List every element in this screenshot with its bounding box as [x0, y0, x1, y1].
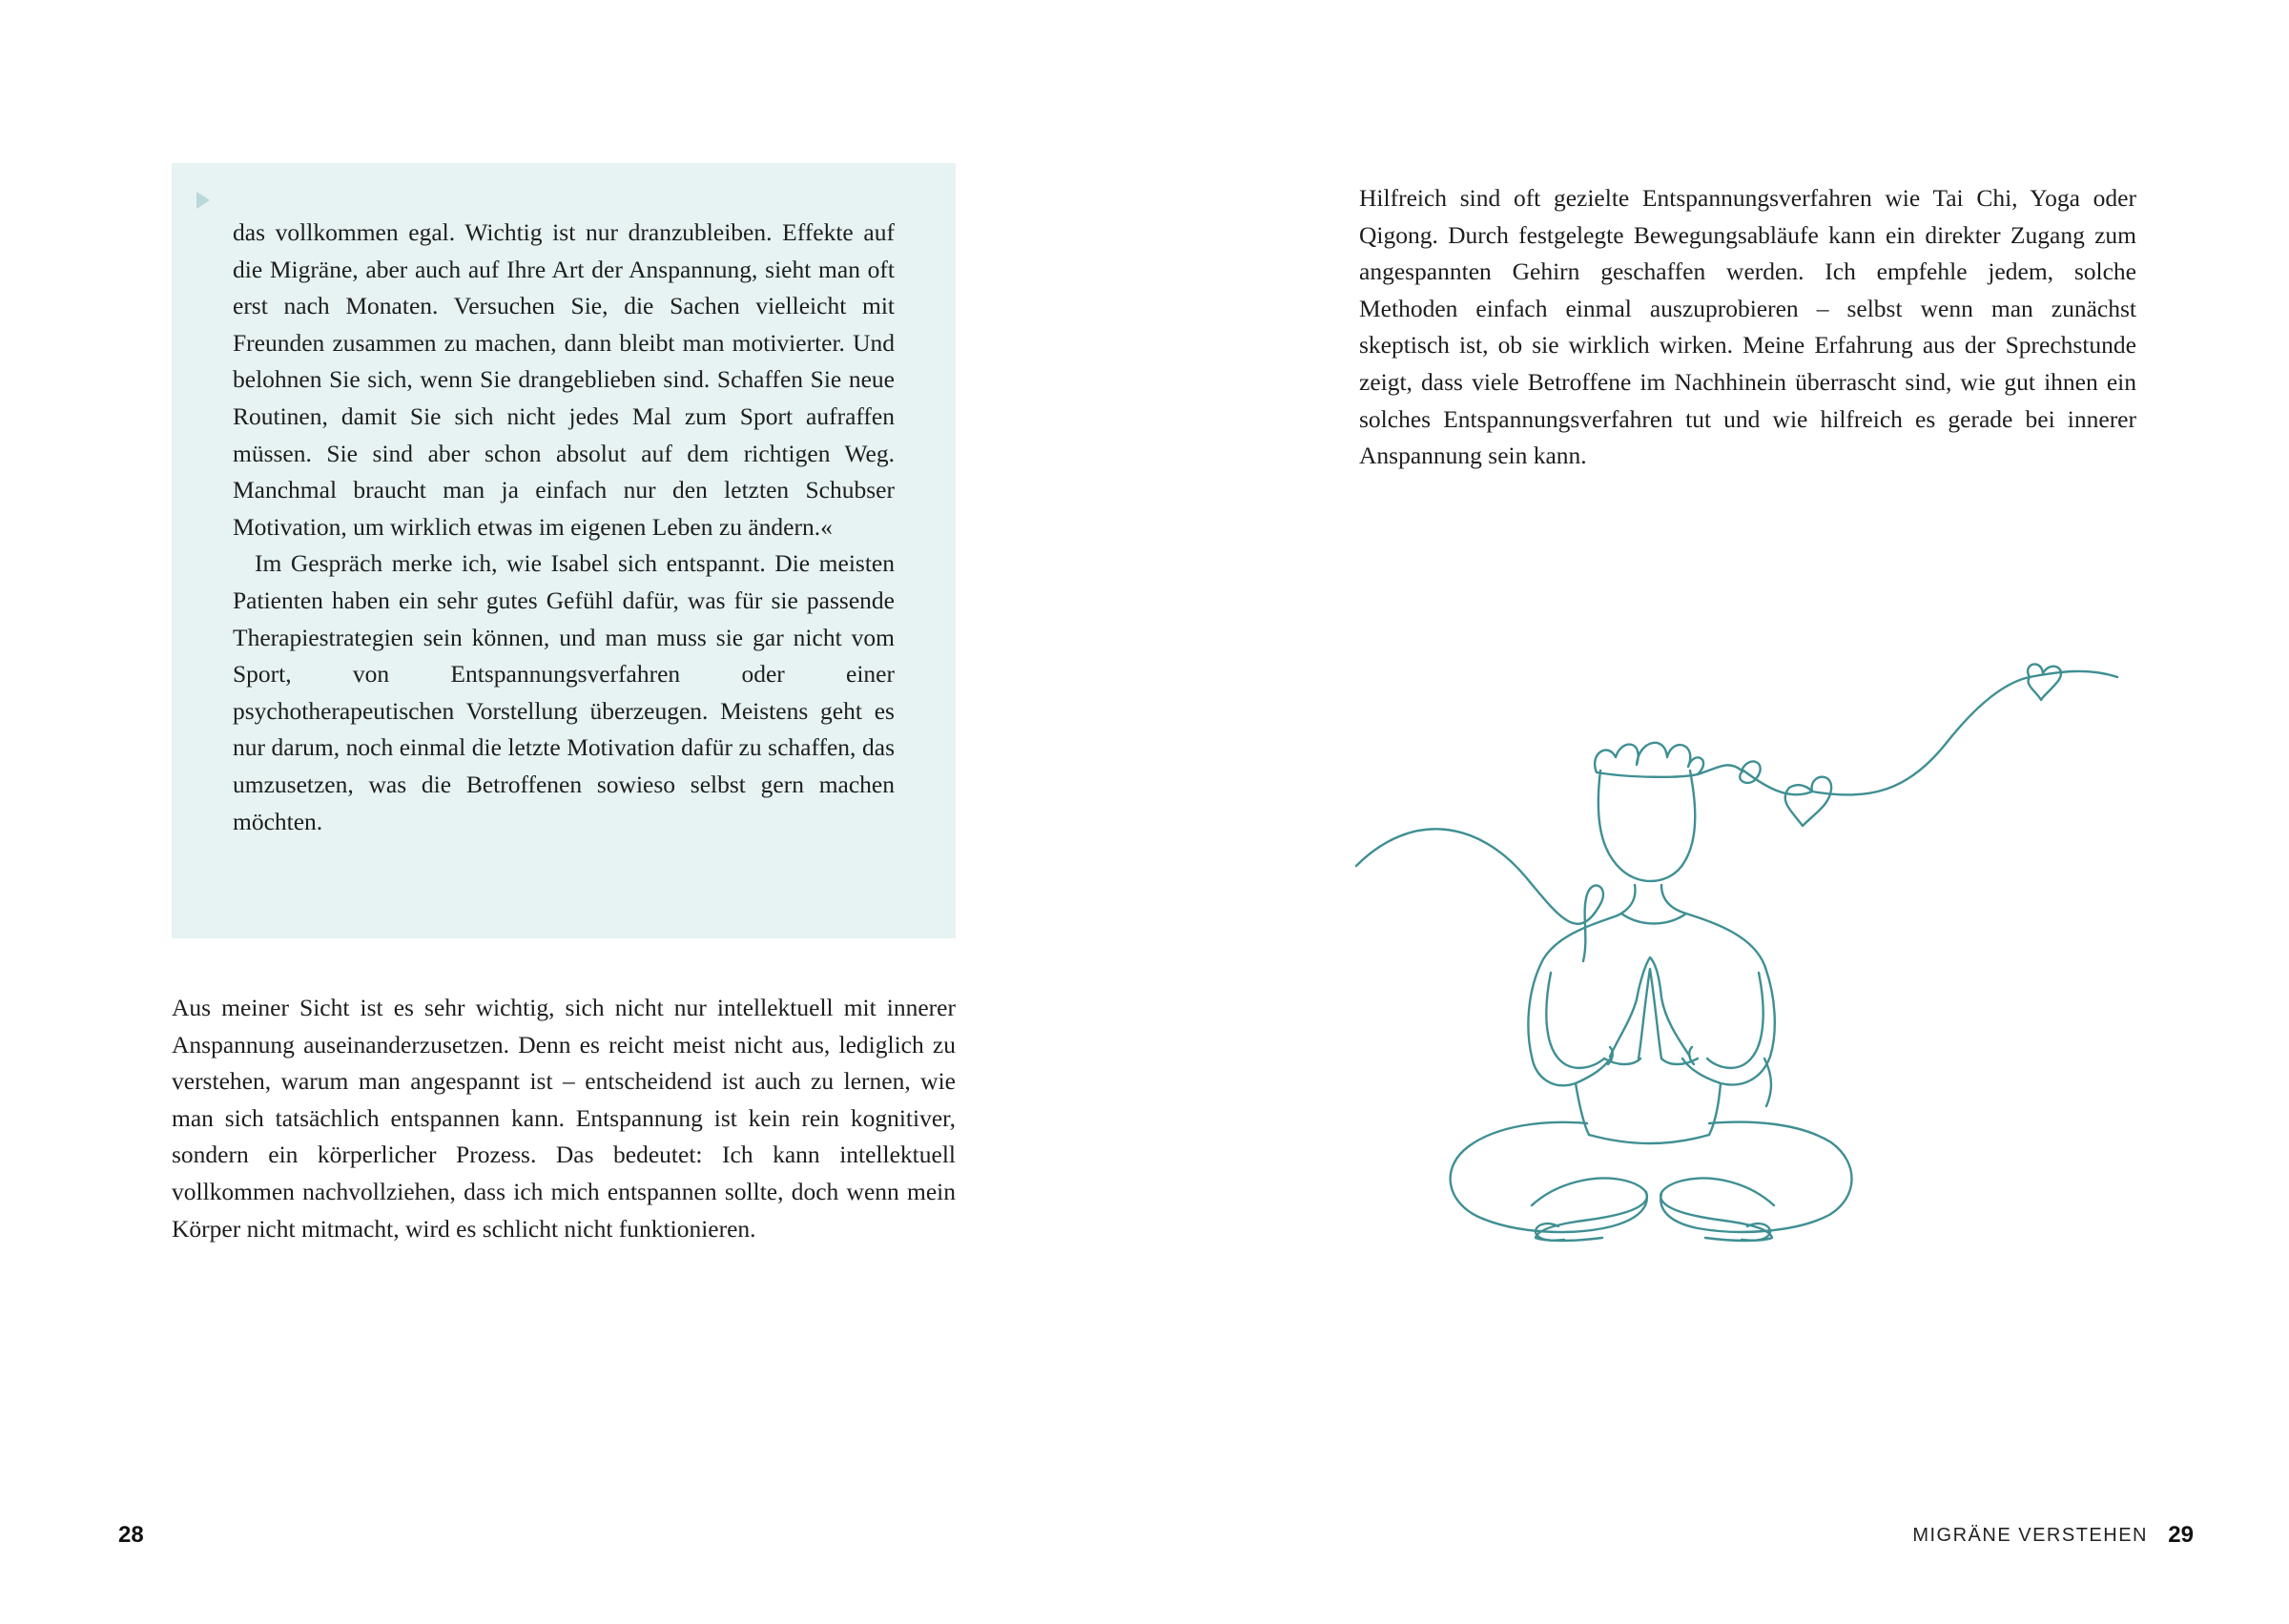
callout-text: [233, 215, 895, 840]
meditating-person-line-art-icon: [1354, 658, 2146, 1249]
bracelet: [1608, 1047, 1694, 1064]
arm-outline: [1546, 973, 1604, 1068]
page-number-left: 28: [118, 1522, 144, 1548]
heart-crown: [1595, 743, 1703, 777]
right-page: [1144, 0, 2289, 1624]
right-body-text: [1359, 180, 2136, 475]
case-study-callout-box: [172, 163, 956, 938]
praying-hands: [1639, 969, 1661, 1059]
flowing-line-right: [1698, 664, 2117, 826]
flowing-line-left: [1356, 829, 1603, 961]
body-paragraph: Hilfreich sind oft gezielte Entspannungsverfahren wie Tai Chi, Yoga oder Qigong. Durch festgelegte Bewegungsabläufe kann ein direkter Zugang zum angespannten Gehirn geschaffen werden. Ich empfehle jedem, solche Methoden einfach einmal auszuprobieren – selbst wenn man zunächst skeptisch ist, ob sie wirklich wirken. Meine Erfahrung aus der Sprechstunde zeigt, dass viele Betroffene im Nachhinein überrascht sind, wie gut ihnen ein solches Entspannungsverfahren tut und wie hilfreich es gerade bei innerer Anspannung sein kann.: [1359, 184, 2136, 470]
head-outline: [1598, 771, 1695, 881]
arm-outline: [1707, 973, 1763, 1068]
left-body-text: [172, 990, 956, 1247]
torso-outline: [1576, 1083, 1721, 1135]
left-page: [0, 0, 1144, 1624]
torso-outline: [1528, 885, 1635, 1085]
callout-paragraph: Im Gespräch merke ich, wie Isabel sich entspannt. Die meisten Patienten haben ein sehr gutes Gefühl dafür, was für sie passende Therapiestrategien sein können, und man muss sie gar nicht vom Sport, von Entspannungsverfahren oder einer psychotherapeutischen Vorstellung überzeugen. Meistens geht es nur darum, noch einmal die letzte Motivation dafür zu schaffen, das umzusetzen, was die Betroffenen sowieso selbst gern machen möchten.: [233, 549, 895, 835]
callout-paragraph: das vollkommen egal. Wichtig ist nur dranzubleiben. Effekte auf die Migräne, aber auch auf Ihre Art der Anspannung, sieht man oft erst nach Monaten. Versuchen Sie, die Sachen vielleicht mit Freunden zusammen zu machen, dann bleibt man motivierter. Und belohnen Sie sich, wenn Sie drangeblieben sind. Schaffen Sie neue Routinen, damit Sie sich nicht jedes Mal zum Sport aufraffen müssen. Sie sind aber schon absolut auf dem richtigen Weg. Manchmal braucht man ja einfach nur den letzten Schubser Motivation, um wirklich etwas im eigenen Leben zu ändern.«: [233, 218, 895, 541]
torso-outline: [1621, 914, 1686, 924]
page-number-right: 29: [2168, 1522, 2194, 1548]
torso-outline: [1661, 885, 1775, 1085]
triangle-marker-icon: [196, 192, 210, 209]
crossed-legs: [1589, 1135, 1709, 1143]
running-head: MIGRÄNE VERSTEHEN: [1912, 1525, 2148, 1546]
crossed-legs: [1451, 1122, 1647, 1232]
body-paragraph: Aus meiner Sicht ist es sehr wichtig, sich nicht nur intellektuell mit innerer Anspannung auseinanderzusetzen. Denn es reicht meist nicht aus, lediglich zu verstehen, warum man angespannt ist – entscheidend ist auch zu lernen, wie man sich tatsächlich entspannen kann. Entspannung ist kein rein kognitiver, sondern ein körperlicher Prozess. Das bedeutet: Ich kann intellektuell vollkommen nachvollziehen, dass ich mich entspannen sollte, doch wenn mein Körper nicht mitmacht, wird es schlicht nicht funktionieren.: [172, 994, 956, 1243]
